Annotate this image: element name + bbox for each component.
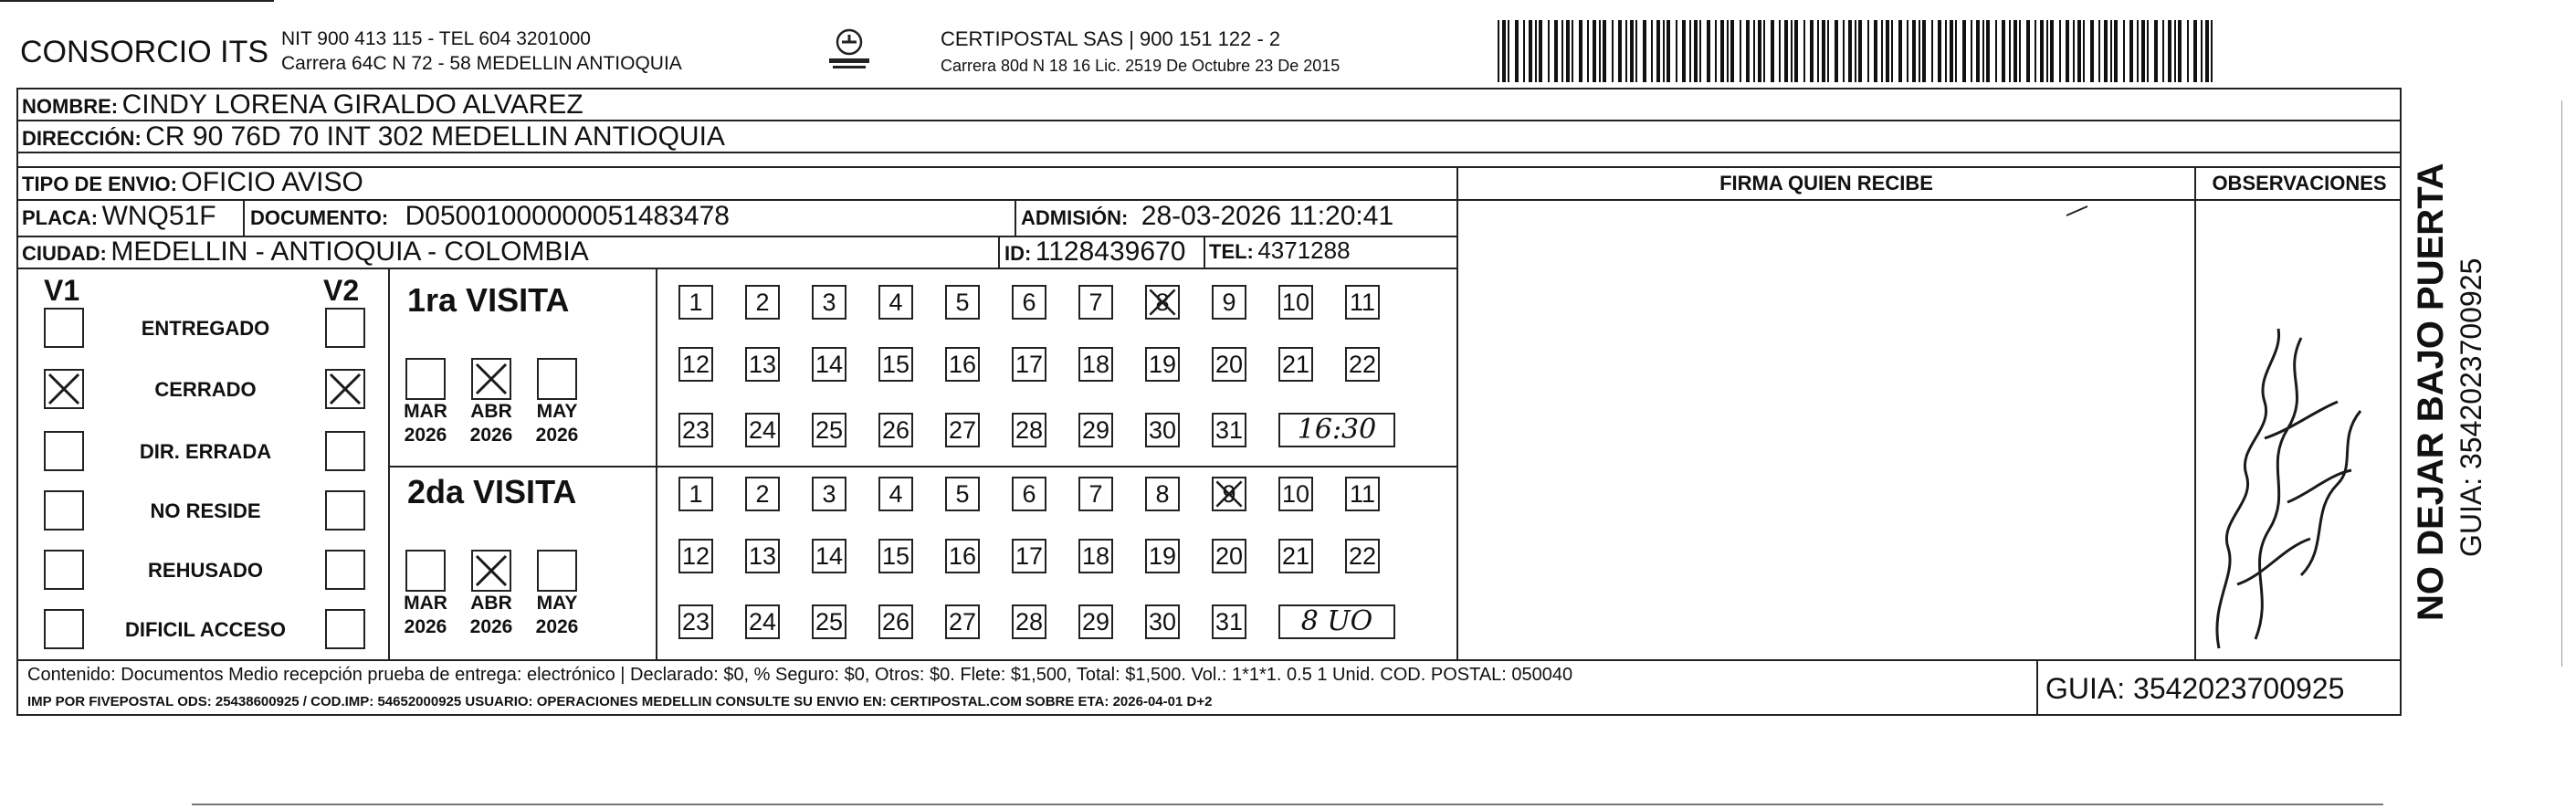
second-visit-title: 2da VISITA <box>407 473 577 510</box>
status-label: DIR. ERRADA <box>139 440 272 463</box>
first-visit-day-box[interactable]: 23 <box>678 413 713 447</box>
content-description: Contenido: Documentos Medio recepción prueba de entrega: electrónico | Declarado: $0, % Seguro: $0, Otros: $0. Flete: $1,500, Total: $1,500. Vol.: 1*1*1. 0.5 1 Unid. COD. POSTAL: 050040 <box>27 665 1573 685</box>
first-visit-day-box[interactable]: 25 <box>812 413 846 447</box>
document-label: DOCUMENTO: <box>250 206 389 229</box>
second-visit-day-box[interactable]: 5 <box>945 477 980 511</box>
id-value: 1128439670 <box>1035 236 1186 267</box>
second-visit-day-box[interactable]: 28 <box>1012 604 1046 639</box>
plate-field <box>22 201 216 232</box>
second-visit-month-checkbox[interactable] <box>405 550 446 592</box>
v2-checkbox[interactable] <box>325 490 365 531</box>
second-visit-day-box[interactable]: 10 <box>1278 477 1313 511</box>
pen-mark <box>2064 203 2091 221</box>
second-visit-day-box[interactable]: 12 <box>678 539 713 573</box>
imp-info: IMP POR FIVEPOSTAL ODS: 25438600925 / COD.IMP: 54652000925 USUARIO: OPERACIONES MEDELLIN CONSULTE SU ENVIO EN: CERTIPOSTAL.COM SOBRE ETA: 2026-04-01 D+2 <box>27 694 1213 709</box>
status-label: CERRADO <box>154 378 257 401</box>
v1-checkbox[interactable] <box>44 431 84 471</box>
status-label: ENTREGADO <box>141 317 270 340</box>
document-field <box>250 201 730 232</box>
first-visit-day-box[interactable]: 15 <box>878 347 913 382</box>
status-label: REHUSADO <box>148 559 263 582</box>
v1-checkbox[interactable] <box>44 609 84 649</box>
v1-header: V1 <box>44 274 80 307</box>
address-field <box>22 121 725 152</box>
certipostal-logo <box>822 24 877 79</box>
second-visit-month-label: MAR 2026 <box>404 593 447 637</box>
first-visit-day-box[interactable]: 16 <box>945 347 980 382</box>
second-visit-day-box[interactable]: 8 <box>1145 477 1180 511</box>
first-visit-day-box[interactable]: 26 <box>878 413 913 447</box>
tel-field <box>1209 236 1351 265</box>
first-visit-day-box[interactable]: 4 <box>878 285 913 320</box>
company-address: Carrera 64C N 72 - 58 MEDELLIN ANTIOQUIA <box>281 53 682 74</box>
first-visit-month-label: ABR 2026 <box>469 401 513 446</box>
plate-label: PLACA: <box>22 206 99 229</box>
first-visit-day-box[interactable]: 5 <box>945 285 980 320</box>
admission-label: ADMISIÓN: <box>1021 206 1129 229</box>
v2-checkbox[interactable] <box>325 550 365 590</box>
second-visit-month-label: ABR 2026 <box>469 593 513 637</box>
first-visit-day-box[interactable]: 19 <box>1145 347 1180 382</box>
first-visit-day-box[interactable]: 12 <box>678 347 713 382</box>
first-visit-day-box[interactable]: 1 <box>678 285 713 320</box>
first-visit-day-box[interactable]: 11 <box>1345 285 1380 320</box>
no-dejar-warning: NO DEJAR BAJO PUERTA <box>2411 163 2451 621</box>
address-label: DIRECCIÓN: <box>22 127 142 150</box>
name-field <box>22 89 584 121</box>
second-visit-day-box[interactable]: 24 <box>745 604 780 639</box>
first-visit-month-checkbox[interactable] <box>537 358 577 400</box>
admission-value: 28-03-2026 11:20:41 <box>1141 201 1394 231</box>
second-visit-day-box[interactable]: 13 <box>745 539 780 573</box>
second-visit-day-box[interactable]: 2 <box>745 477 780 511</box>
second-visit-day-box[interactable]: 3 <box>812 477 846 511</box>
tel-value: 4371288 <box>1257 236 1351 264</box>
v1-checkbox[interactable] <box>44 490 84 531</box>
tel-label: TEL: <box>1209 240 1254 263</box>
second-visit-day-box[interactable]: 16 <box>945 539 980 573</box>
city-label: CIUDAD: <box>22 242 107 265</box>
id-label: ID: <box>1004 242 1032 265</box>
second-visit-day-box[interactable]: 1 <box>678 477 713 511</box>
type-label: TIPO DE ENVIO: <box>22 173 177 195</box>
first-visit-month-checkbox[interactable] <box>405 358 446 400</box>
first-visit-day-box[interactable]: 2 <box>745 285 780 320</box>
id-field <box>1004 236 1185 268</box>
second-visit-day-box[interactable]: 15 <box>878 539 913 573</box>
first-visit-day-box[interactable]: 10 <box>1278 285 1313 320</box>
first-visit-day-box[interactable]: 7 <box>1078 285 1113 320</box>
first-visit-day-box[interactable]: 24 <box>745 413 780 447</box>
status-label: NO RESIDE <box>150 499 261 522</box>
second-visit-time-box[interactable]: 8 UO <box>1278 604 1395 639</box>
first-visit-day-box[interactable]: 30 <box>1145 413 1180 447</box>
second-visit-month-checkbox[interactable] <box>537 550 577 592</box>
second-visit-day-box[interactable]: 18 <box>1078 539 1113 573</box>
second-visit-month-label: MAY 2026 <box>535 593 579 637</box>
v2-header: V2 <box>323 274 360 307</box>
v1-checkbox[interactable] <box>44 550 84 590</box>
recipient-name: CINDY LORENA GIRALDO ALVAREZ <box>121 89 584 120</box>
first-visit-month-checkbox[interactable] <box>471 358 511 400</box>
second-visit-day-box[interactable]: 17 <box>1012 539 1046 573</box>
first-visit-day-box[interactable]: 31 <box>1212 413 1246 447</box>
second-visit-day-box[interactable]: 7 <box>1078 477 1113 511</box>
recipient-address: CR 90 76D 70 INT 302 MEDELLIN ANTIOQUIA <box>145 121 725 152</box>
v2-checkbox[interactable] <box>325 431 365 471</box>
second-visit-day-box[interactable]: 22 <box>1345 539 1380 573</box>
first-visit-day-box[interactable]: 29 <box>1078 413 1113 447</box>
second-visit-day-box[interactable]: 9 <box>1212 477 1246 511</box>
first-visit-day-box[interactable]: 22 <box>1345 347 1380 382</box>
name-label: NOMBRE: <box>22 95 119 118</box>
handwritten-signature <box>2201 274 2402 657</box>
type-field <box>22 167 363 198</box>
v2-checkbox[interactable] <box>325 369 365 409</box>
first-visit-day-box[interactable]: 13 <box>745 347 780 382</box>
v1-checkbox[interactable] <box>44 369 84 409</box>
first-visit-day-box[interactable]: 6 <box>1012 285 1046 320</box>
city-field <box>22 236 589 268</box>
second-visit-day-box[interactable]: 4 <box>878 477 913 511</box>
first-visit-day-box[interactable]: 18 <box>1078 347 1113 382</box>
status-label: DIFICIL ACCESO <box>124 618 286 641</box>
first-visit-day-box[interactable]: 9 <box>1212 285 1246 320</box>
second-visit-day-box[interactable]: 21 <box>1278 539 1313 573</box>
side-guia: GUIA: 3542023700925 <box>2455 257 2487 557</box>
barcode <box>1498 20 2219 82</box>
second-visit-day-box[interactable]: 30 <box>1145 604 1180 639</box>
first-visit-day-box[interactable]: 14 <box>812 347 846 382</box>
company-nit: NIT 900 413 115 - TEL 604 3201000 <box>281 28 591 49</box>
second-visit-day-box[interactable]: 19 <box>1145 539 1180 573</box>
document-value: D05001000000051483478 <box>405 201 730 231</box>
first-visit-day-box[interactable]: 8 <box>1145 285 1180 320</box>
second-visit-day-box[interactable]: 26 <box>878 604 913 639</box>
courier-name: CERTIPOSTAL SAS | 900 151 122 - 2 <box>941 27 1281 50</box>
observations-header: OBSERVACIONES <box>2212 172 2387 194</box>
courier-address: Carrera 80d N 18 16 Lic. 2519 De Octubre 23 De 2015 <box>941 57 1341 75</box>
signature-header: FIRMA QUIEN RECIBE <box>1719 172 1933 194</box>
first-visit-day-box[interactable]: 3 <box>812 285 846 320</box>
second-visit-day-box[interactable]: 11 <box>1345 477 1380 511</box>
plate-value: WNQ51F <box>101 201 216 231</box>
first-visit-time-box[interactable]: 16:30 <box>1278 413 1395 447</box>
city-value: MEDELLIN - ANTIOQUIA - COLOMBIA <box>110 236 589 267</box>
footer-guia: GUIA: 3542023700925 <box>2045 672 2345 705</box>
second-visit-month-checkbox[interactable] <box>471 550 511 592</box>
second-visit-day-box[interactable]: 29 <box>1078 604 1113 639</box>
first-visit-day-box[interactable]: 28 <box>1012 413 1046 447</box>
first-visit-title: 1ra VISITA <box>407 281 570 319</box>
first-visit-day-box[interactable]: 27 <box>945 413 980 447</box>
admission-field <box>1021 201 1393 232</box>
company-name: CONSORCIO ITS <box>20 35 269 69</box>
second-visit-day-box[interactable]: 14 <box>812 539 846 573</box>
second-visit-day-box[interactable]: 25 <box>812 604 846 639</box>
second-visit-day-box[interactable]: 23 <box>678 604 713 639</box>
v2-checkbox[interactable] <box>325 308 365 348</box>
v2-checkbox[interactable] <box>325 609 365 649</box>
first-visit-month-label: MAR 2026 <box>404 401 447 446</box>
second-visit-day-box[interactable]: 6 <box>1012 477 1046 511</box>
first-visit-day-box[interactable]: 17 <box>1012 347 1046 382</box>
first-visit-month-label: MAY 2026 <box>535 401 579 446</box>
second-visit-day-box[interactable]: 20 <box>1212 539 1246 573</box>
first-visit-day-box[interactable]: 21 <box>1278 347 1313 382</box>
second-visit-day-box[interactable]: 27 <box>945 604 980 639</box>
shipment-type: OFICIO AVISO <box>181 167 363 197</box>
second-visit-day-box[interactable]: 31 <box>1212 604 1246 639</box>
v1-checkbox[interactable] <box>44 308 84 348</box>
first-visit-day-box[interactable]: 20 <box>1212 347 1246 382</box>
